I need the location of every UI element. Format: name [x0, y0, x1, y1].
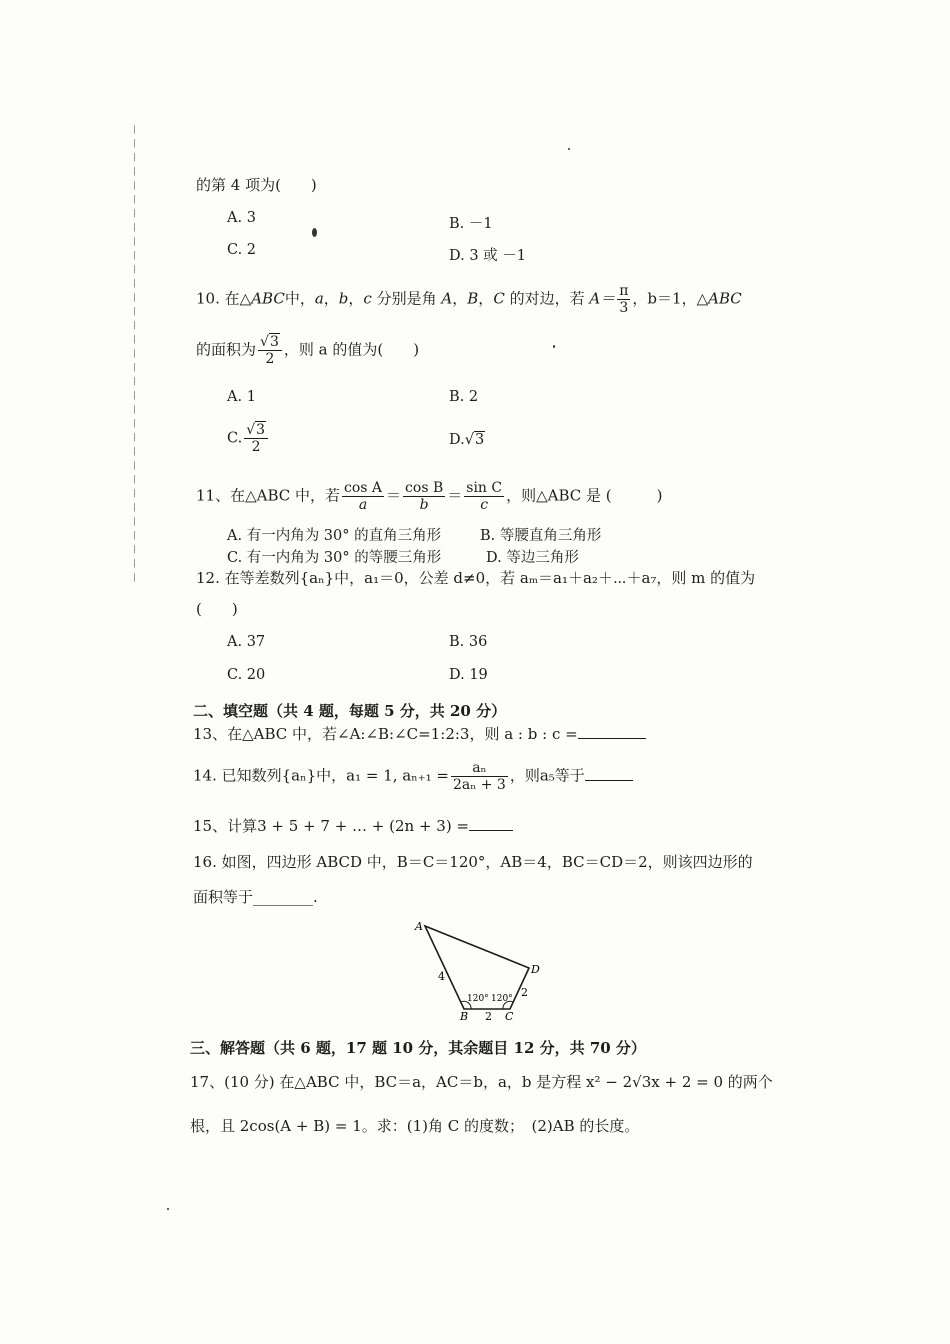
quadrilateral-figure	[405, 912, 565, 1024]
q10-stem-line2	[196, 334, 419, 367]
q11-option-d: D. 等边三角形	[486, 550, 579, 566]
q14-stem	[193, 760, 633, 793]
q11-option-b: B. 等腰直角三角形	[480, 528, 602, 544]
q10-option-a: A. 1	[227, 389, 256, 405]
section-fill-in-heading: 二、填空题（共 4 题，每题 5 分，共 20 分）	[193, 702, 507, 720]
q16-stem: 16. 如图，四边形 ABCD 中，B＝C＝120°，AB＝4，BC＝CD＝2，则该四边形的	[193, 853, 753, 871]
scan-speck	[553, 345, 555, 348]
angle-label-b: 120°	[467, 994, 489, 1004]
vertex-label-b: B	[460, 1010, 469, 1023]
vertex-label-c: C	[505, 1010, 514, 1023]
q9-option-a: A. 3	[227, 210, 256, 226]
q10-text: 的面积为	[196, 340, 257, 359]
section-solutions-heading: 三、解答题（共 6 题，17 题 10 分，其余题目 12 分，共 70 分）	[190, 1039, 646, 1057]
q14-answer-blank[interactable]	[585, 780, 633, 781]
q10-option-d: D.√3	[449, 432, 485, 448]
q10-text: 的对边，若	[509, 289, 585, 308]
q10-text: 分别是角	[376, 289, 437, 308]
q10-pi-over-3: $\frac{\pi}{3}$	[619, 283, 629, 317]
q14-text: 14. 已知数列{aₙ}中，a₁ = 1, aₙ₊₁ =	[193, 766, 449, 785]
q12-option-c: C. 20	[227, 667, 266, 683]
q11-frac-sinC: $\frac{\text{sin C}}{c}$	[466, 480, 503, 514]
angle-label-c: 120°	[491, 994, 513, 1004]
scan-speck	[568, 148, 570, 150]
q11-text: 11、在△ABC 中，若	[196, 486, 341, 505]
q16-stem-line2: 面积等于________.	[193, 888, 318, 906]
side-label-cd: 2	[521, 986, 528, 999]
q10-number: 10.	[196, 289, 220, 308]
q10-text: 在△	[224, 289, 252, 308]
q15-stem	[193, 817, 513, 837]
q11-option-a: A. 有一内角为 30° 的直角三角形	[227, 528, 442, 544]
q12-option-d: D. 19	[449, 667, 488, 683]
q10-text: ，则 a 的值为( )	[283, 340, 420, 359]
q13-text: 13、在△ABC 中，若∠A:∠B:∠C=1:2:3，则 a : b : c =	[193, 725, 578, 743]
q10-triangle-name: ABC	[251, 289, 285, 308]
q12-option-a: A. 37	[227, 634, 266, 650]
q9-stem-tail: 的第 4 项为( )	[196, 176, 317, 194]
q11-option-c: C. 有一内角为 30° 的等腰三角形	[227, 550, 442, 566]
q15-text: 15、计算3 + 5 + 7 + … + (2n + 3) =	[193, 817, 470, 835]
q10-text: ，b＝1，△	[632, 289, 709, 308]
q10-text: 中，	[284, 289, 315, 308]
side-label-ab: 4	[438, 970, 445, 983]
q9-option-b: B. －1	[449, 216, 493, 232]
q10-option-b: B. 2	[449, 389, 479, 405]
q12-option-b: B. 36	[449, 634, 488, 650]
q11-frac-cosA: $\frac{\text{cos A}}{a}$	[344, 480, 383, 514]
scan-speck	[167, 1208, 169, 1210]
q17-stem-line2: 根，且 2cos(A + B) = 1。求：(1)角 C 的度数； (2)AB 的长度。	[190, 1117, 640, 1135]
side-label-bc: 2	[485, 1010, 492, 1023]
q10-area-fraction: $\frac{√3}{2}$	[258, 334, 282, 367]
q11-text: ，则△ABC 是 ( )	[506, 486, 663, 505]
vertex-label-a: A	[415, 920, 423, 933]
q10-angle-a: A＝	[589, 289, 616, 308]
q10-option-c: C. $\frac{√3}{2}$	[227, 422, 270, 455]
q10-stem: 10. 在△ABC中，a，b，c 分别是角 A，B，C 的对边，若 A＝ $\frac{\pi}{3}$ ，b＝1，△ABC	[196, 283, 742, 317]
q13-answer-blank[interactable]	[578, 738, 646, 739]
vertex-label-d: D	[531, 963, 540, 976]
q12-answer-paren: ( )	[196, 600, 238, 618]
binding-margin-line	[134, 125, 135, 585]
scan-speck	[312, 228, 317, 237]
q14-text: ，则a₅等于	[509, 766, 585, 785]
q12-stem: 12. 在等差数列{aₙ}中，a₁＝0，公差 d≠0，若 aₘ＝a₁＋a₂＋⋯＋a₇，则 m 的值为	[196, 569, 756, 587]
q15-answer-blank[interactable]	[469, 830, 513, 831]
q17-stem: 17、(10 分) 在△ABC 中，BC＝a，AC＝b，a，b 是方程 x² − 2√3x + 2 = 0 的两个	[190, 1073, 773, 1091]
q9-option-d: D. 3 或 －1	[449, 248, 526, 264]
q13-stem	[193, 725, 646, 745]
q11-frac-cosB: $\frac{\text{cos B}}{b}$	[405, 480, 444, 514]
q9-option-c: C. 2	[227, 242, 257, 258]
q14-recurrence-fraction: $\frac{\text{aₙ}}{\text{2aₙ + 3}}$	[452, 760, 506, 794]
q11-stem: 11、在△ABC 中，若 $\frac{\text{cos A}}{a}$ ＝ $\frac{\text{cos B}}{b}$ ＝ $\frac{\text{sin C}}{c}$ ，则△ABC 是 ( )	[196, 480, 663, 514]
